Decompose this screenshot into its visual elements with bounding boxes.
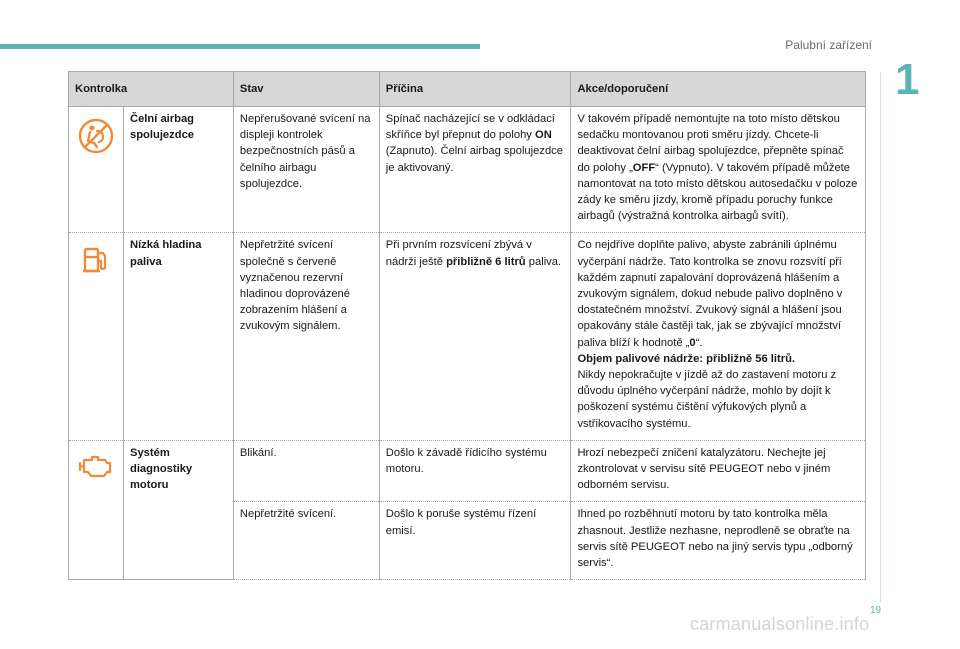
table-header-row [69, 72, 866, 107]
engine-check-icon [77, 472, 115, 484]
warning-action: V takovém případě nemontujte na toto místo dětskou sedačku montovanou proti směru jízdy. Chcete-li deaktivovat čelní airbag spolujezdce, přepněte spínač do polohy „OFF“ (Vypnuto). V takovém případě můžete namontovat na toto místo dětskou autosedačku v poloze zády ke směru jízdy, kromě případu poruchy funkce airbagů (výstražná kontrolka airbagů svítí). [571, 107, 866, 233]
chapter-number: 1 [895, 55, 920, 104]
airbag-off-icon [77, 146, 115, 158]
warning-cause: Došlo k závadě řídicího systému motoru. [379, 440, 571, 502]
watermark: carmanualsonline.info [690, 614, 870, 634]
warning-action: Co nejdříve doplňte palivo, abyste zabránili úplnému vyčerpání nádrže. Tato kontrolka se znovu rozsvítí při každém zapnutí zapalování doprovázená hlášením a zvukovým signálem, dokud nebude palivo doplněno v dostatečném množství. Zvukový signál a hlášení jsou opakovány stále častěji tak, jak se zbývající množství paliva blíží k hodnotě „0“. Objem palivové nádrže: přibližně 56 litrů. Nikdy nepokračujte v jízdě až do zastavení motoru z důvodu úplného vyčerpání nádrže, mohlo by dojít k poškození systému čištění výfukových plynů a vstřikovacího systému. [571, 233, 866, 440]
warning-action: Hrozí nebezpečí zničení katalyzátoru. Nechejte jej zkontrolovat v servisu sítě PEUGEOT nebo v jiném odborném servisu. [571, 440, 866, 502]
warning-name: Nízká hladina paliva [123, 233, 233, 440]
warning-name: Systém diagnostiky motoru [123, 440, 233, 579]
warning-cause: Při prvním rozsvícení zbývá v nádrži ještě přibližně 6 litrů paliva. [379, 233, 571, 440]
fuel-pump-icon [79, 268, 113, 280]
warning-action: Ihned po rozběhnutí motoru by tato kontrolka měla zhasnout. Jestliže nezhasne, neprodleně se obraťte na servis sítě PEUGEOT nebo na jiný servis typu „odborný servis“. [571, 502, 866, 580]
column-header-stav: Stav [233, 72, 379, 107]
table-row [69, 440, 866, 502]
table-row [69, 233, 866, 440]
engine-icon-cell [69, 440, 124, 579]
warning-state: Nepřerušované svícení na displeji kontrolek bezpečnostních pásů a čelního airbagu spolujezdce. [233, 107, 379, 233]
table-row [69, 107, 866, 233]
column-header-kontrolka: Kontrolka [69, 72, 234, 107]
column-header-akce: Akce/doporučení [571, 72, 866, 107]
warning-state: Blikání. [233, 440, 379, 502]
warning-cause: Spínač nacházející se v odkládací skříňce byl přepnut do polohy ON (Zapnuto). Čelní airbag spolujezdce je aktivovaný. [379, 107, 571, 233]
warning-cause: Došlo k poruše systému řízení emisí. [379, 502, 571, 580]
column-header-pricina: Příčina [379, 72, 571, 107]
warning-name: Čelní airbag spolujezdce [123, 107, 233, 233]
chapter-divider [880, 72, 881, 602]
warning-lights-table [68, 71, 866, 580]
warning-state: Nepřetržité svícení. [233, 502, 379, 580]
warning-state: Nepřetržité svícení společně s červeně vyznačenou rezervní hladinou doprovázené zobrazením hlášení a zvukovým signálem. [233, 233, 379, 440]
airbag-icon-cell [69, 107, 124, 233]
page-number: 19 [870, 605, 882, 616]
section-title: Palubní zařízení [785, 38, 872, 52]
header-accent-bar [0, 44, 480, 49]
fuel-icon-cell [69, 233, 124, 440]
